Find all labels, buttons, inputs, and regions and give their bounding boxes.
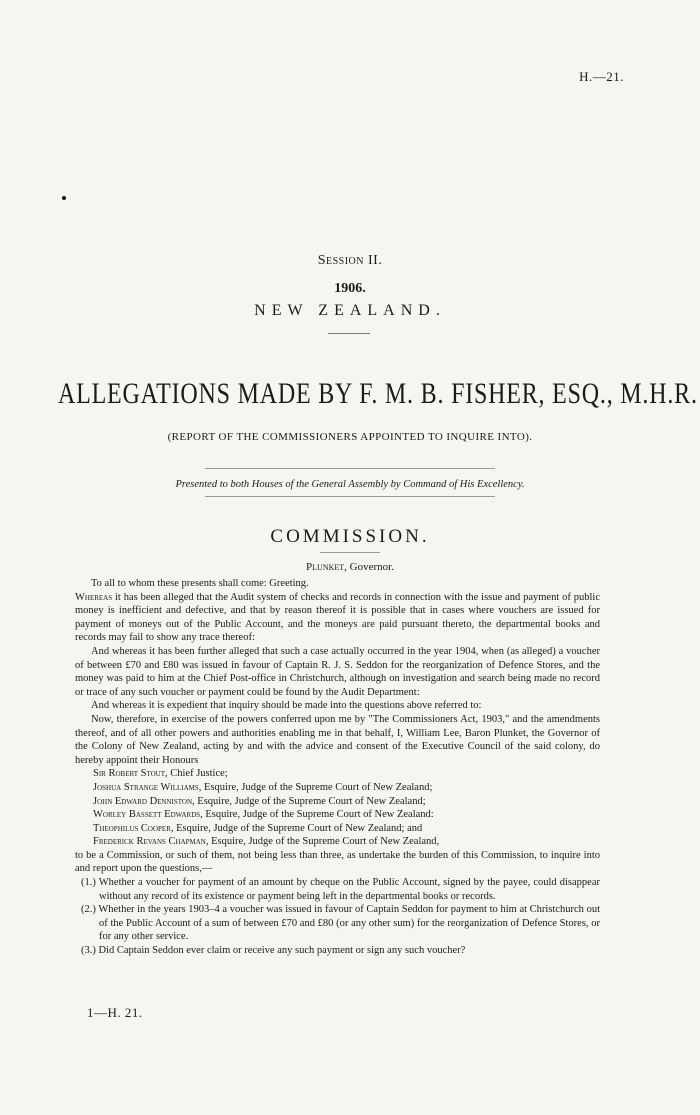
year-label: 1906. [334, 281, 366, 296]
appointee-name: John Edward Denniston, [93, 795, 195, 807]
presented-line: Presented to both Houses of the General Assembly by Command of His Excellency. [175, 479, 525, 490]
commission-body [75, 577, 600, 958]
governor-signature [0, 561, 700, 573]
paragraph: Now, therefore, in exercise of the powers conferred upon me by "The Commissioners Act, 1903," and the amendments thereof, and of all other powers and authorities enabling me in that behalf, I, William Lee, Baron Plunket, the Governor of the Colony of New Zealand, acting by and with the advice and consent of the Executive Council of the said colony, do hereby appoint their Honours [75, 713, 600, 766]
appointee [85, 767, 600, 781]
appointee-desc: Esquire, Judge of the Supreme Court of New Zealand; [194, 795, 426, 807]
document-title: ALLEGATIONS MADE BY F. M. B. FISHER, ESQ., M.H.R. [58, 378, 698, 411]
appointee-name: Worley Bassett Edwards, [93, 809, 203, 821]
appointee-name: Frederick Revans Chapman, [93, 836, 209, 848]
paragraph: And whereas it has been further alleged that such a case actually occurred in the year 1904, when (as alleged) a voucher of between £70 and £80 was issued in favour of Captain R. J. S. Seddon for the reorganization of Defence Stores, and the money was paid to him at the Chief Post-office in Christchurch, although on investigation and search being made no record or trace of any such voucher or payment could be found by the Audit Department: [75, 645, 600, 698]
governor-title: Governor. [346, 561, 394, 573]
appointee-desc: Esquire, Judge of the Supreme Court of New Zealand, [208, 836, 440, 848]
paragraph [75, 591, 600, 645]
appointee-desc: Chief Justice; [167, 768, 228, 780]
appointee-desc: Esquire, Judge of the Supreme Court of New Zealand; [201, 781, 433, 793]
session-label: Session II. [317, 253, 383, 268]
appointee [85, 808, 600, 822]
appointee-name: Joshua Strange Williams, [93, 781, 202, 793]
page-reference: H.—21. [579, 69, 624, 84]
question: (2.) Whether in the years 1903–4 a voucher was issued in favour of Captain Seddon for payment to him at Christchurch out of the Public Account of a sum of between £70 and £80 (or any other sum) for the reorganization of Defence Stores, or for any other service. [81, 904, 600, 943]
governor-name: Plunket, [306, 561, 347, 573]
stray-mark [62, 196, 66, 200]
commission-heading: COMMISSION. [270, 526, 430, 547]
appointee [85, 835, 600, 849]
document-subtitle: (REPORT OF THE COMMISSIONERS APPOINTED TO INQUIRE INTO). [167, 431, 533, 443]
appointee [85, 795, 600, 809]
question: (3.) Did Captain Seddon ever claim or receive any such payment or sign any such voucher? [81, 945, 466, 957]
divider [205, 468, 495, 469]
divider [320, 552, 380, 553]
question: (1.) Whether a voucher for payment of an amount by cheque on the Public Account, signed by the payee, could disappear without any record of its existence or payment being left in the departmental books or records. [81, 877, 600, 902]
paragraph: to be a Commission, or such of them, not being less than three, as undertake the burden of this Commission, to inquire into and report upon the questions,— [75, 849, 600, 875]
paragraph-text: it has been alleged that the Audit system of checks and records in connection with the issue and payment of public money is inefficient and defective, and that by reason thereof it is possible that in cases where vouchers are issued for payment of moneys out of the Public Account, and the moneys are paid pursuant thereto, the departmental books and records may fail to show any trace thereof: [75, 591, 600, 644]
divider [328, 333, 370, 334]
appointee-desc: Esquire, Judge of the Supreme Court of New Zealand: [202, 809, 434, 821]
footer-reference: 1—H. 21. [87, 1005, 143, 1020]
appointee [85, 781, 600, 795]
appointee-desc: Esquire, Judge of the Supreme Court of New Zealand; and [173, 822, 423, 834]
paragraph: And whereas it is expedient that inquiry should be made into the questions above referred to: [91, 700, 482, 712]
appointee-name: Theophilus Cooper, [93, 822, 174, 834]
divider [205, 496, 495, 497]
paragraph-lead: Whereas [75, 591, 113, 603]
country-label: NEW ZEALAND. [254, 302, 446, 319]
appointee-name: Sir Robert Stout, [93, 768, 168, 780]
appointee-list [85, 767, 600, 849]
appointee [85, 822, 600, 836]
greeting: To all to whom these presents shall come: Greeting. [91, 578, 309, 589]
